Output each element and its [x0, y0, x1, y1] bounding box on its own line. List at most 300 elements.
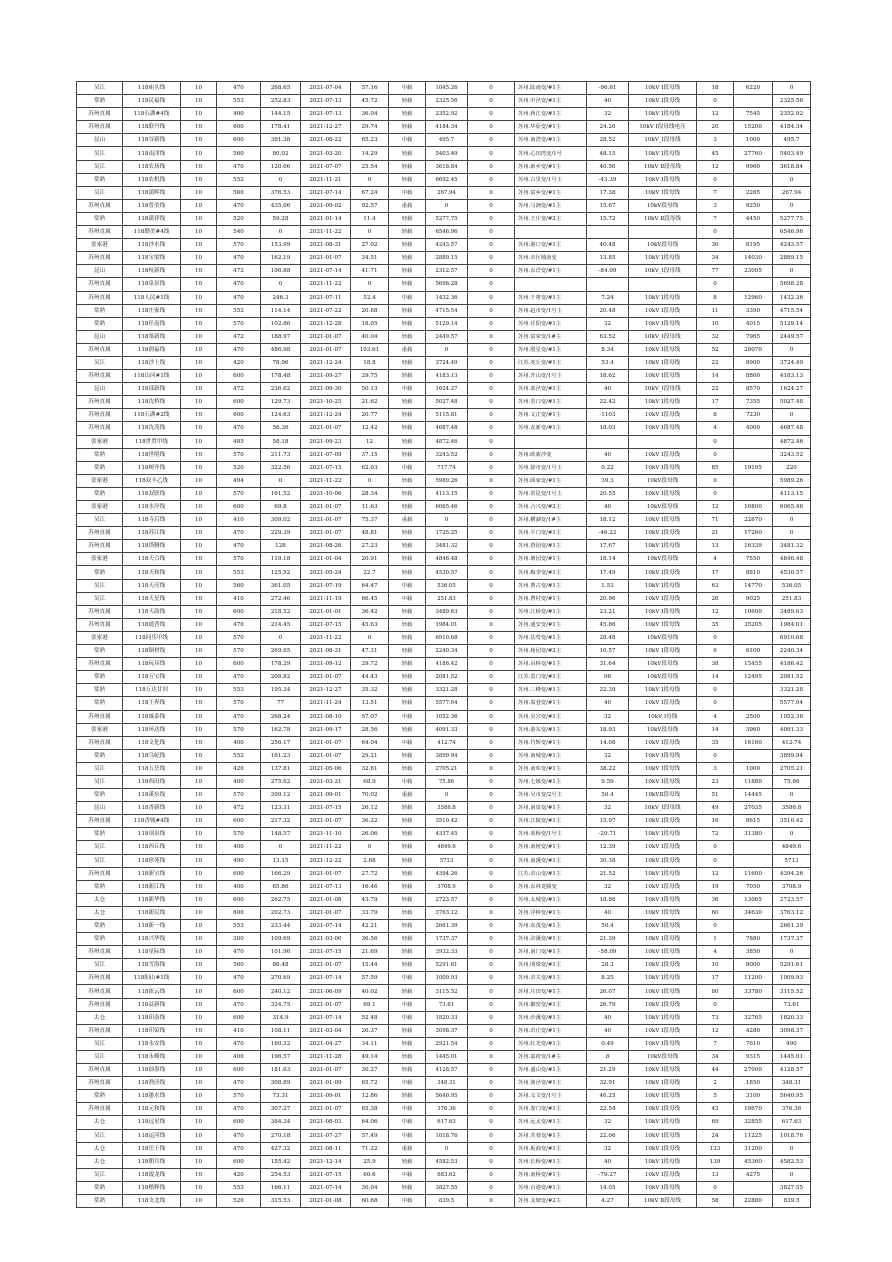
table-cell: 30.27 [351, 1064, 389, 1077]
table-cell: 5277.75 [426, 212, 468, 225]
table-cell: 570 [217, 723, 261, 736]
table-cell: 苏州.太城变/#1主 [515, 893, 587, 906]
table-cell: 6546.96 [773, 226, 811, 239]
table-cell: 28.3 [587, 959, 629, 972]
table-cell: 常熟 [77, 1194, 123, 1207]
table-cell: 4186.42 [426, 658, 468, 671]
table-cell: 22880 [734, 1194, 773, 1207]
table-cell: 中载 [389, 186, 426, 199]
table-cell: 560 [217, 186, 261, 199]
table-cell: 10kV Ⅰ段母线 [629, 841, 697, 854]
table-cell: 0 [468, 304, 515, 317]
table-cell: 5277.75 [773, 212, 811, 225]
table-cell: 吴江 [77, 514, 123, 527]
table-cell: 11200 [734, 972, 773, 985]
table-cell: 118铜材线 [123, 645, 181, 658]
table-cell: 118项泉线 [123, 828, 181, 841]
table-cell: 470 [217, 160, 261, 173]
table-cell: 苏州.竹辉变/#1主 [515, 736, 587, 749]
table-cell: 118油墨线 [123, 1064, 181, 1077]
table-cell: 10 [181, 553, 217, 566]
table-cell: 553 [217, 1181, 261, 1194]
table-cell: 0 [697, 841, 734, 854]
table-cell: 0 [468, 383, 515, 396]
table-cell: 3586.8 [773, 802, 811, 815]
table-cell: 轻载 [389, 160, 426, 173]
table-cell: 118天星线 [123, 592, 181, 605]
table-cell: 0 [261, 226, 301, 239]
table-cell: 轻载 [389, 1090, 426, 1103]
table-cell: 553 [217, 566, 261, 579]
table-cell: 52.4 [351, 291, 389, 304]
table-cell: 52.48 [351, 1011, 389, 1024]
table-cell: 10kV Ⅰ段母线 [629, 108, 697, 121]
table-cell: 吴江 [77, 356, 123, 369]
table-cell: 40 [587, 906, 629, 919]
table-cell: 28.48 [587, 631, 629, 644]
table-row [77, 356, 811, 369]
table-cell: 683.62 [426, 1168, 468, 1181]
table-cell: 30.04 [351, 1181, 389, 1194]
table-cell: 苏州.曹村变/#1主 [515, 592, 587, 605]
table-cell: 570 [217, 239, 261, 252]
table-row [77, 501, 811, 514]
table-row [77, 841, 811, 854]
table-row [77, 291, 811, 304]
table-cell: 0 [697, 749, 734, 762]
table-cell: 348.31 [426, 1077, 468, 1090]
table-cell: 3115.52 [426, 985, 468, 998]
table-cell: 0 [468, 1142, 515, 1155]
table-cell: 3481.32 [426, 540, 468, 553]
table-cell: 53.4 [587, 356, 629, 369]
table-cell: 22670 [734, 514, 773, 527]
table-cell: 3724.49 [773, 356, 811, 369]
table-cell: 10 [181, 199, 217, 212]
table-cell: 118王界线 [123, 697, 181, 710]
table-cell: 吴江 [77, 841, 123, 854]
table-cell: 552 [217, 749, 261, 762]
table-cell: 2021-11-19 [301, 592, 351, 605]
table-cell: 22 [697, 383, 734, 396]
table-cell: 苏州.市区城南变 [515, 252, 587, 265]
table-cell: 10kV Ⅰ段母线 [629, 998, 697, 1011]
table-cell: 2021-07-15 [301, 802, 351, 815]
table-cell: 0 [468, 893, 515, 906]
table-cell: 4849.6 [426, 841, 468, 854]
table-cell: 0 [697, 920, 734, 933]
table-cell: 0 [697, 998, 734, 1011]
table-cell: 32 [587, 1142, 629, 1155]
table-cell: 40.04 [351, 330, 389, 343]
table-cell: 10 [181, 1064, 217, 1077]
table-cell: 16 [697, 815, 734, 828]
table-cell: 苏州直属 [77, 946, 123, 959]
table-cell: 10 [181, 239, 217, 252]
table-cell: 常熟 [77, 789, 123, 802]
table-cell: 118徐苑线 [123, 854, 181, 867]
table-cell: 0 [468, 147, 515, 160]
table-cell: 轻载 [389, 317, 426, 330]
table-cell: 18.86 [587, 893, 629, 906]
table-cell: 轻载 [389, 1050, 426, 1063]
table-cell: 86.48 [261, 959, 301, 972]
table-cell: 10kV Ⅰ段母线 [629, 815, 697, 828]
table-cell: 10kV Ⅰ段母线 [629, 1129, 697, 1142]
table-cell: 苏州直属 [77, 343, 123, 356]
table-cell: 3708.9 [773, 880, 811, 893]
table-cell: 5115.81 [426, 409, 468, 422]
table-cell: 苏州.南桥变/#1主 [515, 1168, 587, 1181]
table-cell: 29.21 [351, 749, 389, 762]
table-cell: 0 [468, 553, 515, 566]
table-cell: 10 [181, 1168, 217, 1181]
table-cell: 48.15 [587, 147, 629, 160]
table-row [77, 134, 811, 147]
table-cell: 轻载 [389, 487, 426, 500]
table-cell: 470 [217, 1103, 261, 1116]
table-cell: 49.14 [351, 1050, 389, 1063]
table-cell: 常熟 [77, 317, 123, 330]
table-cell: 4091.33 [426, 723, 468, 736]
table-cell: 4 [697, 553, 734, 566]
table-cell: 轻载 [389, 920, 426, 933]
table-cell: 600 [217, 501, 261, 514]
table-cell: 14.29 [351, 147, 389, 160]
table-cell: 6065.46 [773, 501, 811, 514]
table-cell: 10 [181, 592, 217, 605]
table-cell: 10 [181, 1155, 217, 1168]
table-cell: 96 [587, 671, 629, 684]
table-cell: 2021-07-14 [301, 972, 351, 985]
table-cell: 22.7 [351, 566, 389, 579]
table-cell: 0 [468, 1155, 515, 1168]
table-cell: 57.59 [351, 972, 389, 985]
table-cell: 苏州直属 [77, 291, 123, 304]
table-cell: 617.63 [773, 1116, 811, 1129]
table-cell: 118朝兵线 [123, 1155, 181, 1168]
table-cell: 307.27 [261, 1103, 301, 1116]
table-cell: 0 [468, 95, 515, 108]
table-cell: 苏州直属 [77, 736, 123, 749]
table-cell: 江苏.浒山变/#1主 [515, 867, 587, 880]
table-cell: 苏州.江桥变/#1主 [515, 605, 587, 618]
table-cell: 10 [181, 1103, 217, 1116]
table-cell: 2021-07-13 [301, 880, 351, 893]
table-row [77, 1064, 811, 1077]
table-cell: 118沙上线 [123, 356, 181, 369]
table-cell: 张家港 [77, 239, 123, 252]
table-row [77, 278, 811, 291]
table-cell: 8.25 [587, 972, 629, 985]
table-cell: 600 [217, 985, 261, 998]
table-cell: 2021-01-07 [301, 749, 351, 762]
table-cell: 470 [217, 422, 261, 435]
table-cell: 吴江 [77, 186, 123, 199]
table-row [77, 566, 811, 579]
table-cell: 18.05 [351, 317, 389, 330]
table-cell: 0 [468, 1103, 515, 1116]
table-cell: 吴江 [77, 775, 123, 788]
table-cell: 0 [468, 867, 515, 880]
table-row [77, 199, 811, 212]
table-cell: 4015 [734, 317, 773, 330]
table-cell: 2021-07-14 [301, 1011, 351, 1024]
table-cell: 7545 [734, 108, 773, 121]
table-cell: 苏州.庄田变/#1主 [515, 985, 587, 998]
table-cell: 2312.57 [426, 265, 468, 278]
table-cell: 144.15 [261, 108, 301, 121]
table-cell: 太仓 [77, 906, 123, 919]
table-cell: 2352.92 [426, 108, 468, 121]
table-cell: 520 [217, 1194, 261, 1207]
table-cell: 118润福线 [123, 343, 181, 356]
table-cell: 2021-09-12 [301, 658, 351, 671]
table-cell: 苏州.南城变/#1主 [515, 749, 587, 762]
table-cell: 12 [697, 1024, 734, 1037]
table-cell: 0 [468, 828, 515, 841]
table-cell: 10 [181, 671, 217, 684]
table-cell: 26.06 [351, 828, 389, 841]
table-cell: 0 [468, 226, 515, 239]
table-cell: 10 [181, 121, 217, 134]
table-row [77, 265, 811, 278]
table-cell: 10 [181, 265, 217, 278]
table-cell: 118庙头线 [123, 82, 181, 95]
table-cell: 1432.36 [773, 291, 811, 304]
table-cell: 14445 [734, 789, 773, 802]
table-cell: 118世贸甲线 [123, 435, 181, 448]
table-cell: 10 [181, 933, 217, 946]
table-cell: 10 [181, 579, 217, 592]
table-cell: 0 [468, 736, 515, 749]
table-cell: 80.02 [261, 147, 301, 160]
table-cell: 10 [181, 304, 217, 317]
table-cell: 0 [468, 566, 515, 579]
table-cell: 50.4 [587, 920, 629, 933]
table-cell: 轻载 [389, 422, 426, 435]
table-cell [734, 487, 773, 500]
table-cell: 轻载 [389, 802, 426, 815]
table-cell: 118万宝线 [123, 671, 181, 684]
table-cell: 常熟 [77, 749, 123, 762]
table-cell: 太仓 [77, 1155, 123, 1168]
table-cell: 苏州.浮桥变/#1主 [515, 906, 587, 919]
table-cell: 0 [261, 173, 301, 186]
table-cell: 中载 [389, 1168, 426, 1181]
table-cell: 10 [181, 618, 217, 631]
table-cell: 32 [587, 880, 629, 893]
table-cell: 65.38 [351, 1103, 389, 1116]
table-cell: 常熟 [77, 671, 123, 684]
table-cell: 吴江 [77, 1168, 123, 1181]
table-cell: 5713 [773, 854, 811, 867]
table-cell: 118益新线 [123, 998, 181, 1011]
table-cell: 0 [468, 1116, 515, 1129]
table-cell: 600 [217, 396, 261, 409]
table-cell: 196.88 [261, 265, 301, 278]
table-cell: 0 [468, 618, 515, 631]
table-cell: 轻载 [389, 906, 426, 919]
table-cell: 5989.26 [773, 474, 811, 487]
table-cell: 11600 [734, 867, 773, 880]
table-cell: 0 [351, 841, 389, 854]
table-cell: 10kV Ⅰ段母线 [629, 749, 697, 762]
table-cell: 32855 [734, 1116, 773, 1129]
table-cell: 0 [468, 972, 515, 985]
table-cell: 轻载 [389, 605, 426, 618]
table-cell: 0 [468, 265, 515, 278]
table-cell: 2021-01-07 [301, 736, 351, 749]
table-cell: 0 [468, 1077, 515, 1090]
table-cell: 45.86 [587, 618, 629, 631]
table-cell: 2021-06-09 [301, 985, 351, 998]
table-cell: 苏州.友新变/#1主 [515, 422, 587, 435]
table-cell: 118天和线 [123, 566, 181, 579]
table-cell: 4128.57 [773, 1064, 811, 1077]
table-cell: 轻载 [389, 1037, 426, 1050]
table-cell: 5291.61 [773, 959, 811, 972]
table-cell: 14770 [734, 579, 773, 592]
table-cell: 10kV Ⅰ段母线 [629, 1116, 697, 1129]
table-cell: 1018.76 [773, 1129, 811, 1142]
table-cell: 苏州.梅李变/#1主 [515, 566, 587, 579]
table-cell: 3 [697, 199, 734, 212]
table-cell: 0 [697, 697, 734, 710]
table-cell: 2021-01-14 [301, 212, 351, 225]
table-cell: 3960 [734, 723, 773, 736]
table-cell: 27.72 [351, 867, 389, 880]
table-cell: 42.21 [351, 920, 389, 933]
table-cell: 2021-05-24 [301, 566, 351, 579]
table-cell [734, 841, 773, 854]
table-cell: 重载 [389, 789, 426, 802]
table-cell: 12 [351, 435, 389, 448]
table-cell: 10 [181, 186, 217, 199]
table-cell: 江苏.莫门变/#1主 [515, 671, 587, 684]
table-cell: 15.72 [587, 212, 629, 225]
table-cell: 苏州直属 [77, 540, 123, 553]
table-row [77, 95, 811, 108]
table-cell: 0 [426, 1142, 468, 1155]
table-cell: 4872.46 [426, 435, 468, 448]
table-cell: 太仓 [77, 893, 123, 906]
table-cell: 0 [468, 396, 515, 409]
table-cell: 129.73 [261, 396, 301, 409]
table-cell: 10kV Ⅰ段母线 [629, 317, 697, 330]
table-cell: 轻载 [389, 658, 426, 671]
table-cell: 2021-07-15 [301, 618, 351, 631]
table-cell: 40.02 [351, 985, 389, 998]
table-cell: 2.68 [351, 854, 389, 867]
table-cell: 1000 [734, 762, 773, 775]
table-cell: 昆山 [77, 134, 123, 147]
table-cell: 34 [697, 1050, 734, 1063]
table-cell: 10kV_Ⅰ段母线 [629, 802, 697, 815]
table-cell: 2021-03-21 [301, 775, 351, 788]
table-cell: 32 [587, 108, 629, 121]
table-cell: 314.9 [261, 1011, 301, 1024]
table-cell: 495.7 [773, 134, 811, 147]
table-cell: 600 [217, 1116, 261, 1129]
table-cell: 10kV Ⅰ段母线 [629, 304, 697, 317]
table-cell: 轻载 [389, 933, 426, 946]
table-cell: 0 [426, 343, 468, 356]
table-cell: 153.99 [261, 239, 301, 252]
table-cell: 3586.8 [426, 802, 468, 815]
table-cell: 118蒲祥线 [123, 212, 181, 225]
table-cell: 21.52 [587, 867, 629, 880]
table-cell: 2021-11-22 [301, 226, 351, 239]
table-cell: 11880 [734, 775, 773, 788]
table-cell: 2021-09-30 [301, 383, 351, 396]
table-cell: 3489.63 [426, 605, 468, 618]
table-cell: 13.51 [351, 697, 389, 710]
table-cell: 10kV Ⅰ段母线 [629, 540, 697, 553]
table-cell: 10kV段母线 [629, 501, 697, 514]
table-cell: 21.69 [351, 946, 389, 959]
table-cell: 57.16 [351, 82, 389, 95]
table-cell: 118印染线 [123, 1024, 181, 1037]
table-cell: 中载 [389, 1103, 426, 1116]
table-cell: 10 [181, 409, 217, 422]
table-cell: 11.4 [351, 212, 389, 225]
table-cell: 1045.26 [426, 82, 468, 95]
table-cell: 苏州.南库变/#1主 [515, 762, 587, 775]
table-cell: 118新民线 [123, 906, 181, 919]
table-cell: 470 [217, 618, 261, 631]
table-row [77, 985, 811, 998]
table-cell: 470 [217, 252, 261, 265]
table-cell: 32.91 [587, 1077, 629, 1090]
table-cell: 32 [587, 317, 629, 330]
table-cell: 0 [351, 474, 389, 487]
table-cell: 4687.48 [426, 422, 468, 435]
table-cell: 2021-01-07 [301, 906, 351, 919]
table-cell: 常熟 [77, 920, 123, 933]
table-cell [629, 435, 697, 448]
table-cell: 0 [351, 631, 389, 644]
table-cell: 20.48 [587, 304, 629, 317]
table-cell: 2661.39 [773, 920, 811, 933]
table-cell: 10kV Ⅰ段母线 [629, 1064, 697, 1077]
table-cell: 0 [468, 343, 515, 356]
table-cell: 114.14 [261, 304, 301, 317]
table-cell: 1725.25 [426, 527, 468, 540]
table-cell: 常熟 [77, 566, 123, 579]
table-cell: 2021-05-06 [301, 762, 351, 775]
table-cell: 10 [181, 527, 217, 540]
table-cell: 2 [697, 1077, 734, 1090]
table-cell: 118天亮线 [123, 579, 181, 592]
table-cell: 苏州.浒溪变/#1主 [515, 933, 587, 946]
table-cell: 常熟 [77, 645, 123, 658]
table-row [77, 514, 811, 527]
table-cell: 118渔泾线 [123, 1077, 181, 1090]
table-cell: 27760 [734, 147, 773, 160]
table-cell: 43.79 [351, 893, 389, 906]
table-cell: 5640.95 [773, 1090, 811, 1103]
table-cell: -96.61 [587, 82, 629, 95]
table-cell: -84.09 [587, 265, 629, 278]
table-cell: 6 [697, 645, 734, 658]
table-row [77, 998, 811, 1011]
table-cell: 1052.36 [426, 710, 468, 723]
table-cell: 苏州.吴宫变/#1主 [515, 710, 587, 723]
table-cell: 2325.56 [426, 95, 468, 108]
table-cell: 2021-01-07 [301, 959, 351, 972]
table-cell: 苏州.支塘变/#2主 [515, 1194, 587, 1207]
